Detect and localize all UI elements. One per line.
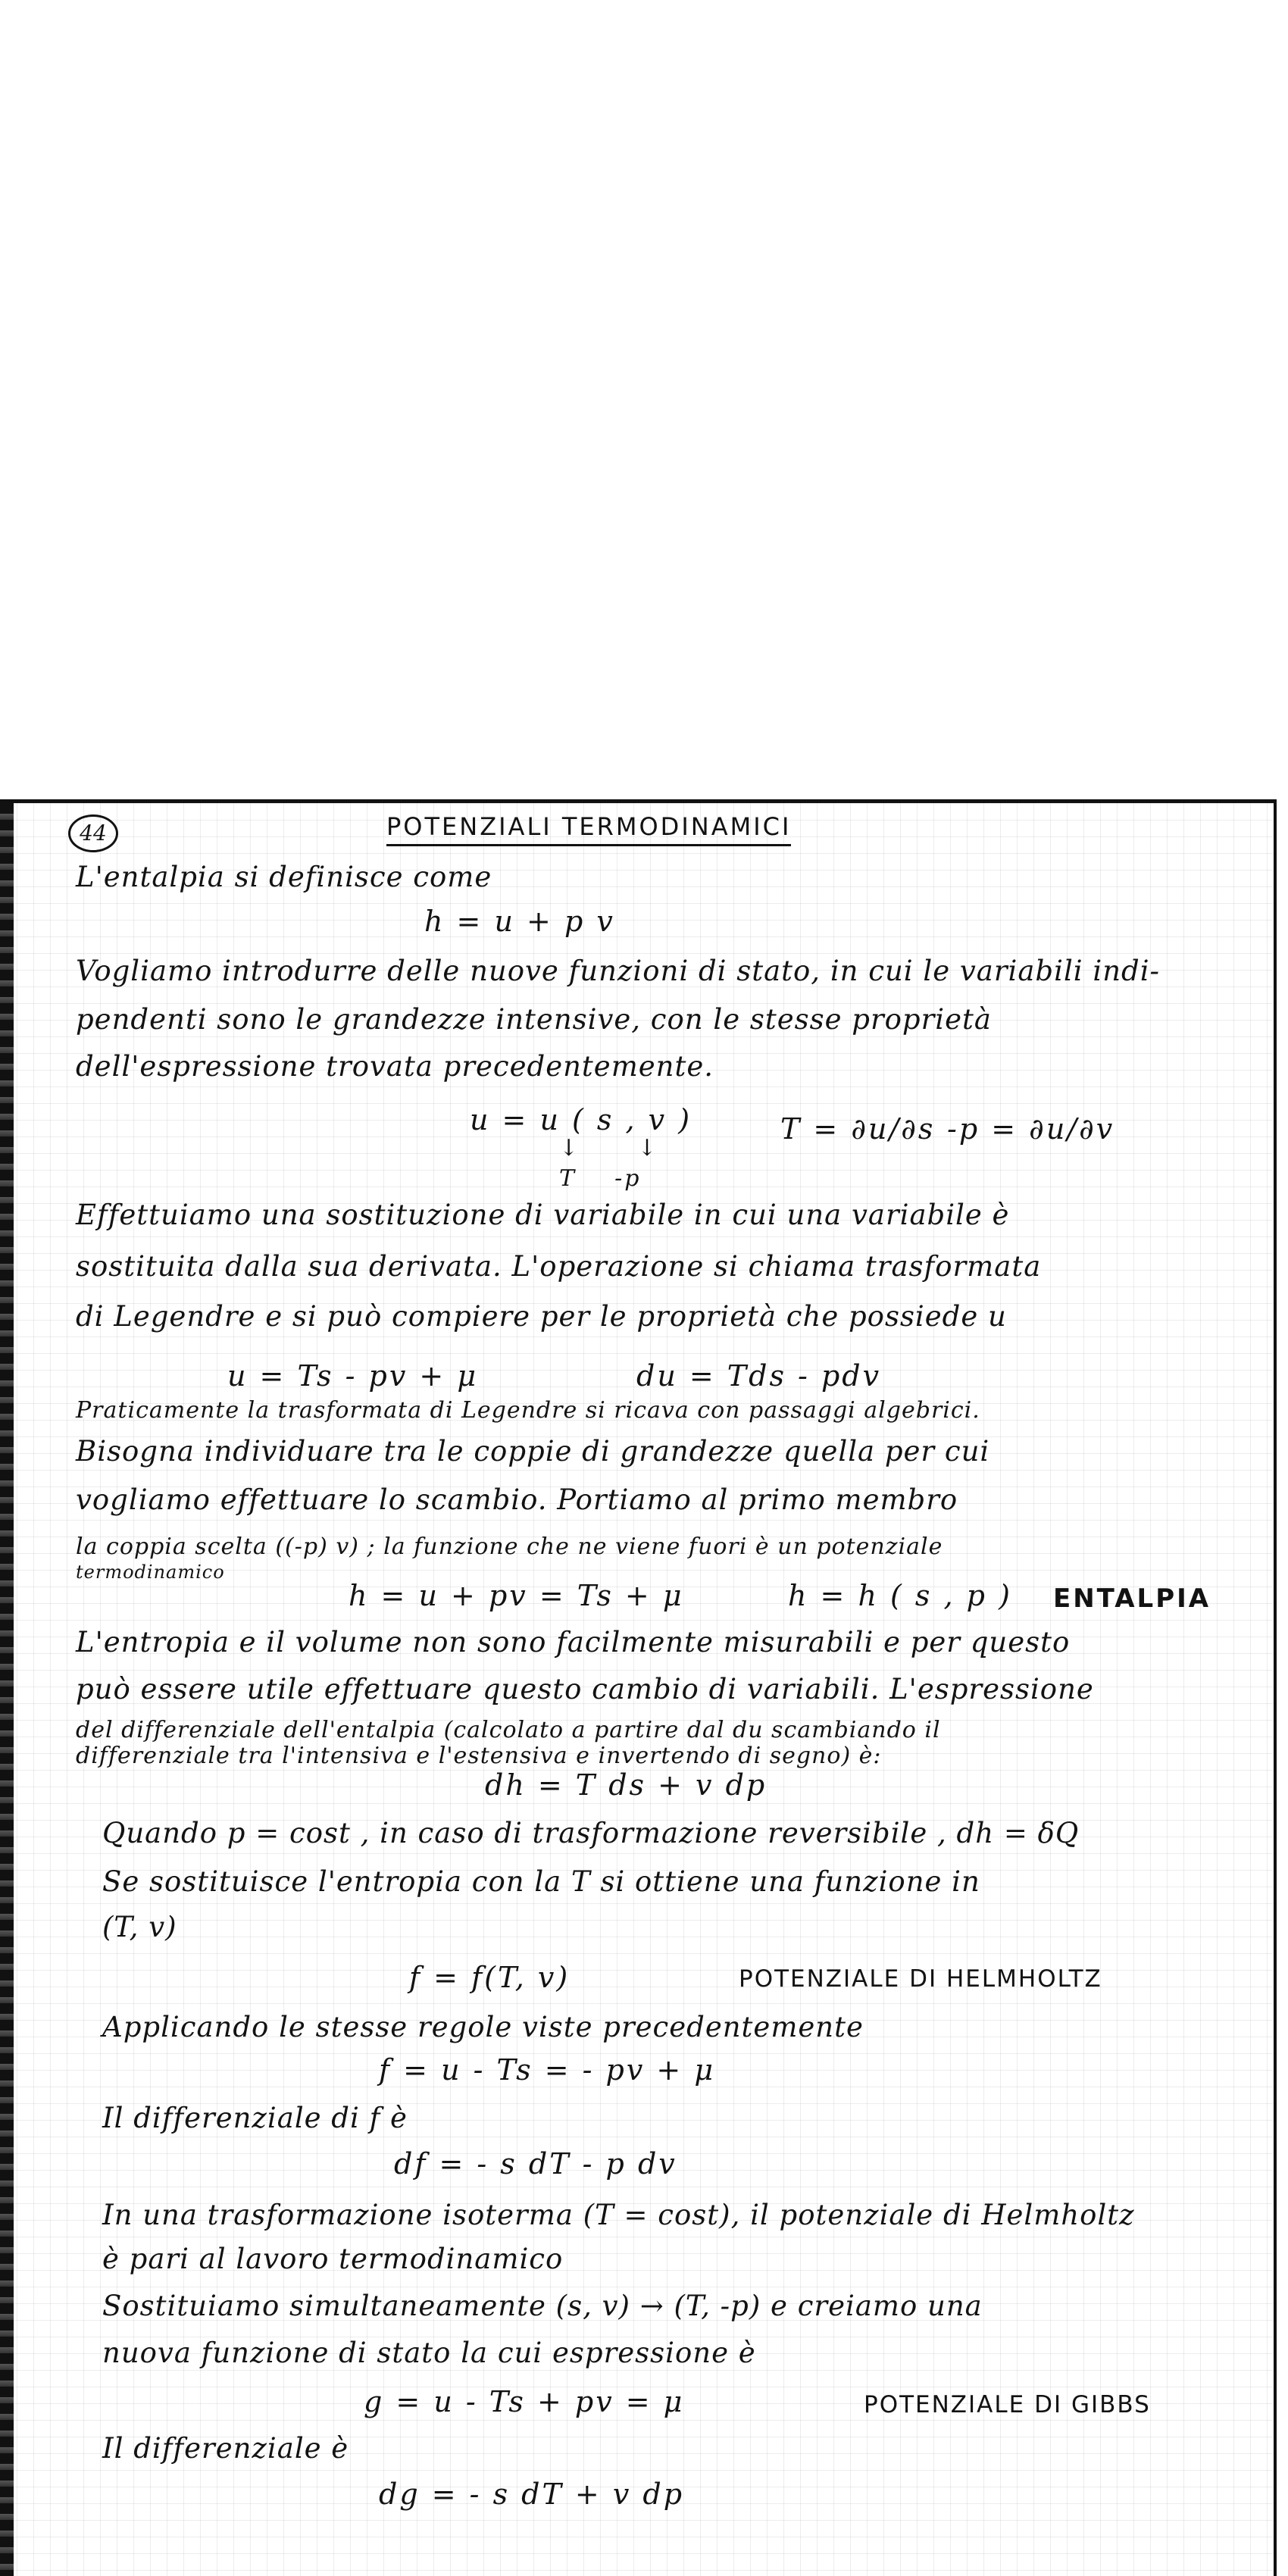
equation-energy-legendre: u = Ts - pv + μ (227, 1359, 479, 1393)
text-line: Sostituiamo simultaneamente (s, v) → (T, -p) e creiamo una (102, 2290, 983, 2322)
equation-helmholtz-differential: df = - s dT - p dv (394, 2147, 677, 2181)
text-line: Bisogna individuare tra le coppie di grandezze quella per cui (76, 1435, 990, 1468)
text-line: Praticamente la trasformata di Legendre si ricava con passaggi algebrici. (76, 1397, 980, 1424)
text-line: di Legendre e si può compiere per le proprietà che possiede u (76, 1300, 1007, 1333)
equation-energy-differential: du = Tds - pdv (636, 1359, 882, 1393)
text-line: può essere utile effettuare questo cambio di variabili. L'espressione (76, 1673, 1094, 1705)
equation-internal-energy: u = u ( s , v ) (470, 1103, 692, 1136)
text-line: è pari al lavoro termodinamico (102, 2243, 564, 2275)
text-line: L'entalpia si definisce come (76, 861, 492, 893)
derivative-arrows: ↓ ↓ (559, 1135, 659, 1161)
derivative-variables: T -p (559, 1165, 642, 1192)
text-line: nuova funzione di stato la cui espressione è (102, 2337, 756, 2369)
text-line: Vogliamo introdurre delle nuove funzioni di stato, in cui le variabili indi- (76, 955, 1161, 987)
page-title: POTENZIALI TERMODINAMICI (386, 812, 791, 846)
page-number: 44 (68, 814, 118, 852)
text-line: dell'espressione trovata precedentemente. (76, 1050, 714, 1083)
label-gibbs: POTENZIALE DI GIBBS (864, 2391, 1151, 2418)
text-line: (T, v) (102, 1911, 177, 1943)
equation-gibbs-definition: g = u - Ts + pv = μ (364, 2385, 685, 2418)
text-line: termodinamico (76, 1562, 225, 1583)
equation-enthalpy-legendre: h = u + pv = Ts + μ (349, 1579, 684, 1612)
equation-helmholtz-variables: f = f(T, v) (409, 1961, 571, 1994)
text-line: Quando p = cost , in caso di trasformazione reversibile , dh = δQ (102, 1817, 1080, 1849)
text-line: Effettuiamo una sostituzione di variabile in cui una variabile è (76, 1199, 1010, 1231)
equation-temperature-derivative: T = ∂u/∂s (780, 1112, 936, 1146)
equation-enthalpy: h = u + p v (424, 905, 615, 938)
text-line: L'entropia e il volume non sono facilmente misurabili e per questo (76, 1626, 1071, 1658)
label-helmholtz: POTENZIALE DI HELMHOLTZ (739, 1965, 1102, 1993)
label-enthalpy: ENTALPIA (1053, 1583, 1211, 1614)
text-line: pendenti sono le grandezze intensive, con le stesse proprietà (76, 1003, 992, 1036)
text-line: Il differenziale di f è (102, 2102, 408, 2134)
text-line: Applicando le stesse regole viste precedentemente (102, 2011, 864, 2043)
page-binding-edge (0, 803, 14, 2576)
text-line: Se sostituisce l'entropia con la T si ottiene una funzione in (102, 1865, 980, 1898)
equation-enthalpy-variables: h = h ( s , p ) (788, 1579, 1012, 1612)
text-line: vogliamo effettuare lo scambio. Portiamo al primo membro (76, 1483, 958, 1516)
equation-enthalpy-differential: dh = T ds + v dp (485, 1768, 767, 1802)
blank-scan-area (0, 0, 1288, 799)
text-line: Il differenziale è (102, 2432, 349, 2465)
text-line: sostituita dalla sua derivata. L'operazione si chiama trasformata (76, 1250, 1042, 1283)
text-line: la coppia scelta ((-p) v) ; la funzione che ne viene fuori è un potenziale (76, 1533, 943, 1560)
equation-pressure-derivative: -p = ∂u/∂v (947, 1112, 1115, 1146)
text-line: differenziale tra l'intensiva e l'estensiva e invertendo di segno) è: (76, 1743, 882, 1769)
equation-gibbs-differential: dg = - s dT + v dp (379, 2478, 685, 2511)
text-line: In una trasformazione isoterma (T = cost), il potenziale di Helmholtz (102, 2199, 1135, 2231)
text-line: del differenziale dell'entalpia (calcolato a partire dal du scambiando il (76, 1717, 941, 1743)
equation-helmholtz-definition: f = u - Ts = - pv + μ (379, 2053, 716, 2087)
